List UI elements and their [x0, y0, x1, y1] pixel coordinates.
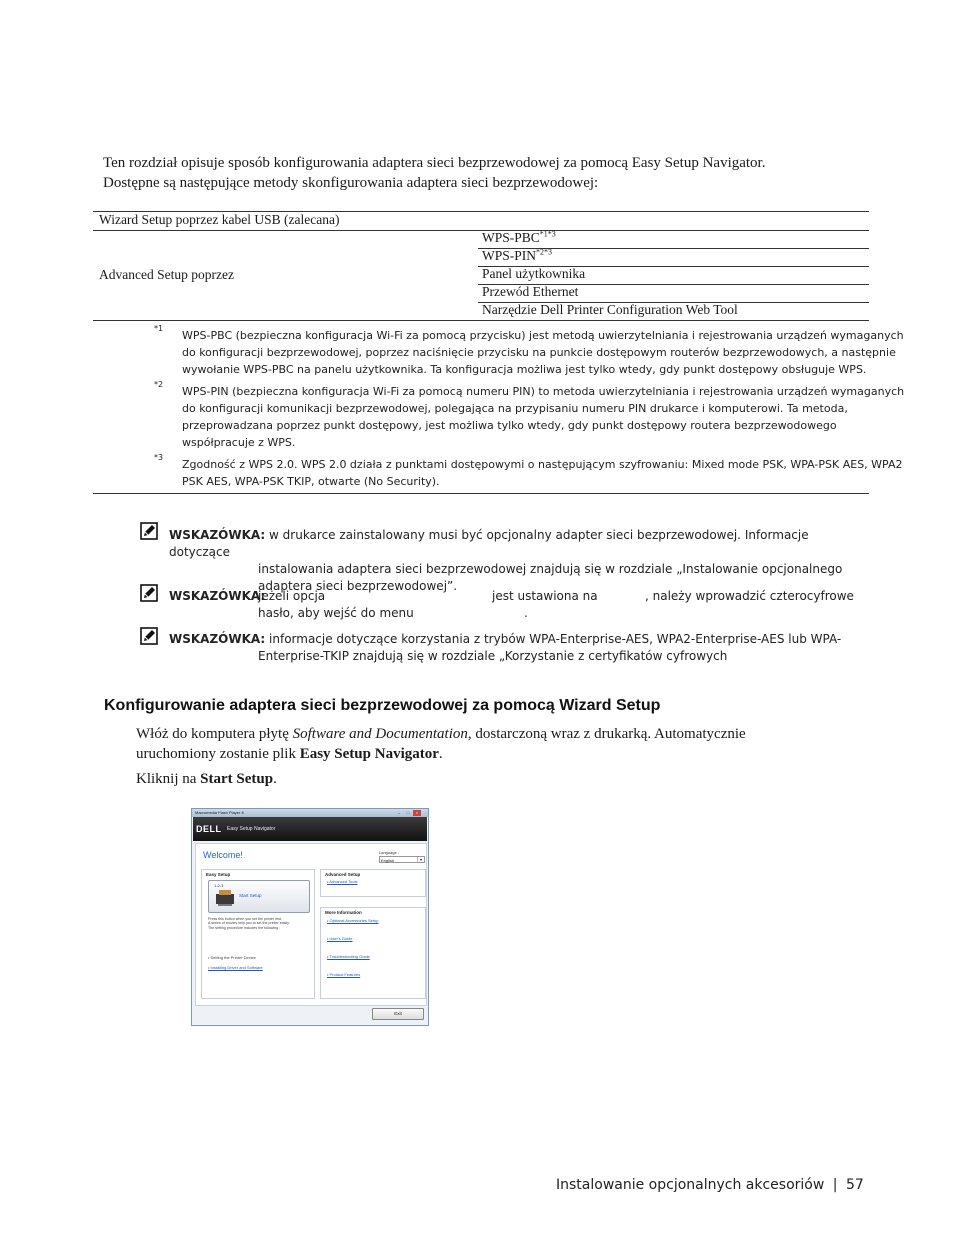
- note-pencil-icon: [140, 627, 158, 645]
- start-setup-label: Start Setup: [239, 893, 262, 898]
- language-label: Language :: [379, 850, 400, 855]
- footer-chapter: Instalowanie opcjonalnych akcesoriów: [556, 1177, 825, 1193]
- easy-setup-title: Easy Setup: [206, 872, 231, 877]
- chevron-down-icon: ▾: [417, 857, 424, 862]
- intro-line-2: Dostępne są następujące metody skonfigurowania adaptera sieci bezprzewodowej:: [103, 175, 599, 191]
- language-select[interactable]: English ▾: [379, 856, 425, 863]
- note-1: WSKAZÓWKA: w drukarce zainstalowany musi być opcjonalny adapter sieci bezprzewodowej. Informacje dotyczące instalowania adaptera sieci bezprzewodowej znajdują się w rozdziale „Instalowanie opcjonalnego adaptera sieci bezprzewodowej”.: [169, 528, 843, 593]
- maximize-icon[interactable]: □: [406, 810, 410, 815]
- method-wizard: Wizard Setup poprzez kabel USB (zalecana): [99, 212, 340, 227]
- advanced-tools-link[interactable]: • Advanced Tools: [327, 879, 358, 884]
- footnote-mark-1: *1: [154, 324, 164, 333]
- note-pencil-icon: [140, 584, 158, 602]
- note-2: WSKAZÓWKA: jeżeli opcja jest ustawiona na , należy wprowadzić czterocyfrowe hasło, aby wejść do menu .: [169, 589, 854, 620]
- exit-button[interactable]: Exit: [372, 1008, 424, 1020]
- start-setup-button[interactable]: [208, 880, 310, 913]
- product-features-link[interactable]: • Product Features: [327, 972, 361, 977]
- method-wps-pin: WPS-$PIN^{*2*3}$: [482, 247, 553, 263]
- footnote-2: WPS-PIN (bezpieczna konfiguracja Wi-Fi za pomocą numeru PIN) to metoda uwierzytelniania i rejestrowania urządzeń wymaganych do konfiguracji komunikacji bezprzewodowej, polegająca na przypisaniu numeru PIN drukarce i komputerowi. Ta metoda, przeprowadzana poprzez punkt dostępowy, jest możliwa tylko wtedy, gdy punkt dostępowy routera bezprzewodowego współpracuje z WPS.: [182, 385, 905, 449]
- step-2: Kliknij na Start Setup.: [136, 771, 277, 787]
- advanced-setup-panel: [320, 869, 426, 897]
- section-heading: Konfigurowanie adaptera sieci bezprzewodowej za pomocą Wizard Setup: [104, 697, 661, 714]
- welcome-title: Welcome!: [203, 850, 243, 860]
- step-1: Włóż do komputera płytę Software and Documentation, dostarczoną wraz z drukarką. Automatycznie uruchomiony zostanie plik Easy Setup Navigator.: [136, 726, 746, 762]
- method-web-tool: Narzędzie Dell Printer Configuration Web Tool: [482, 302, 738, 317]
- dell-logo: DELL: [196, 824, 222, 834]
- method-wps-pbc: WPS-$PBC^{*1*3}$: [482, 229, 556, 245]
- steps-label: 1-2-3: [214, 883, 224, 888]
- table-rule: [93, 230, 869, 231]
- installing-driver-link[interactable]: • Installing Driver and Software: [208, 965, 263, 970]
- more-information-panel: [320, 907, 426, 999]
- more-information-title: More Information: [325, 910, 362, 915]
- table-rule-bottom: [93, 493, 869, 494]
- app-header: [193, 817, 427, 841]
- method-ethernet: Przewód Ethernet: [482, 284, 579, 299]
- footnote-3: Zgodność z WPS 2.0. WPS 2.0 działa z punktami dostępowymi o następującym szyfrowaniu: Mixed mode PSK, WPA-PSK AES, WPA2 PSK AES, WPA-PSK TKIP, otwarte (No Security).: [182, 458, 903, 488]
- intro-paragraph: [103, 153, 863, 193]
- app-name: Easy Setup Navigator: [227, 826, 276, 832]
- app-body: [195, 843, 427, 1006]
- method-advanced: Advanced Setup poprzez: [99, 267, 234, 282]
- window-titlebar: [192, 809, 428, 817]
- page-number: 57: [845, 1177, 864, 1193]
- note-pencil-icon: [140, 522, 158, 540]
- footnote-1: WPS-PBC (bezpieczna konfiguracja Wi-Fi za pomocą przycisku) jest metodą uwierzytelniania i rejestrowania urządzeń wymaganych do konfiguracji bezprzewodowej, poprzez naciśnięcie przycisku na punkcie dostępowym routerów bezprzewodowych, a następnie wywołanie WPS-PBC na panelu użytkownika. Ta konfiguracja możliwa jest tylko wtedy, gdy punkt dostępowy obsługuje WPS.: [182, 329, 904, 376]
- easy-setup-panel: [201, 869, 315, 999]
- footnote-mark-2: *2: [154, 380, 164, 389]
- methods-table: [93, 211, 905, 493]
- footer-separator: |: [832, 1177, 838, 1193]
- advanced-setup-title: Advanced Setup: [325, 872, 361, 877]
- table-rule: [93, 320, 869, 321]
- setting-printer-device: • Setting the Printer Device: [208, 955, 256, 960]
- page-footer: [556, 1177, 864, 1193]
- method-panel: Panel użytkownika: [482, 266, 586, 281]
- window-title: Macromedia Flash Player 8: [195, 810, 244, 815]
- troubleshooting-link[interactable]: • Troubleshooting Guide: [327, 954, 370, 959]
- printer-icon: [214, 889, 236, 907]
- close-icon[interactable]: ×: [413, 810, 421, 816]
- intro-line-1: Ten rozdział opisuje sposób konfigurowania adaptera sieci bezprzewodowej za pomocą Easy Setup Navigator.: [103, 155, 766, 171]
- start-setup-description: Press this button when you set the printer first. A series of movies help you to set the printer easily. The setting procedure includes the following :: [208, 917, 290, 930]
- footnote-mark-3: *3: [154, 453, 164, 462]
- note-3: WSKAZÓWKA: informacje dotyczące korzystania z trybów WPA-Enterprise-AES, WPA2-Enterprise-AES lub WPA- Enterprise-TKIP znajdują się w rozdziale „Korzystanie z certyfikatów cyfrowych: [169, 632, 842, 663]
- note-label: WSKAZÓWKA:: [169, 528, 266, 542]
- minimize-icon[interactable]: –: [397, 810, 401, 815]
- users-guide-link[interactable]: • User's Guide: [327, 936, 353, 941]
- optional-accessories-link[interactable]: • Optional Accessories Setup: [327, 918, 379, 923]
- easy-setup-navigator-window: [191, 808, 429, 1026]
